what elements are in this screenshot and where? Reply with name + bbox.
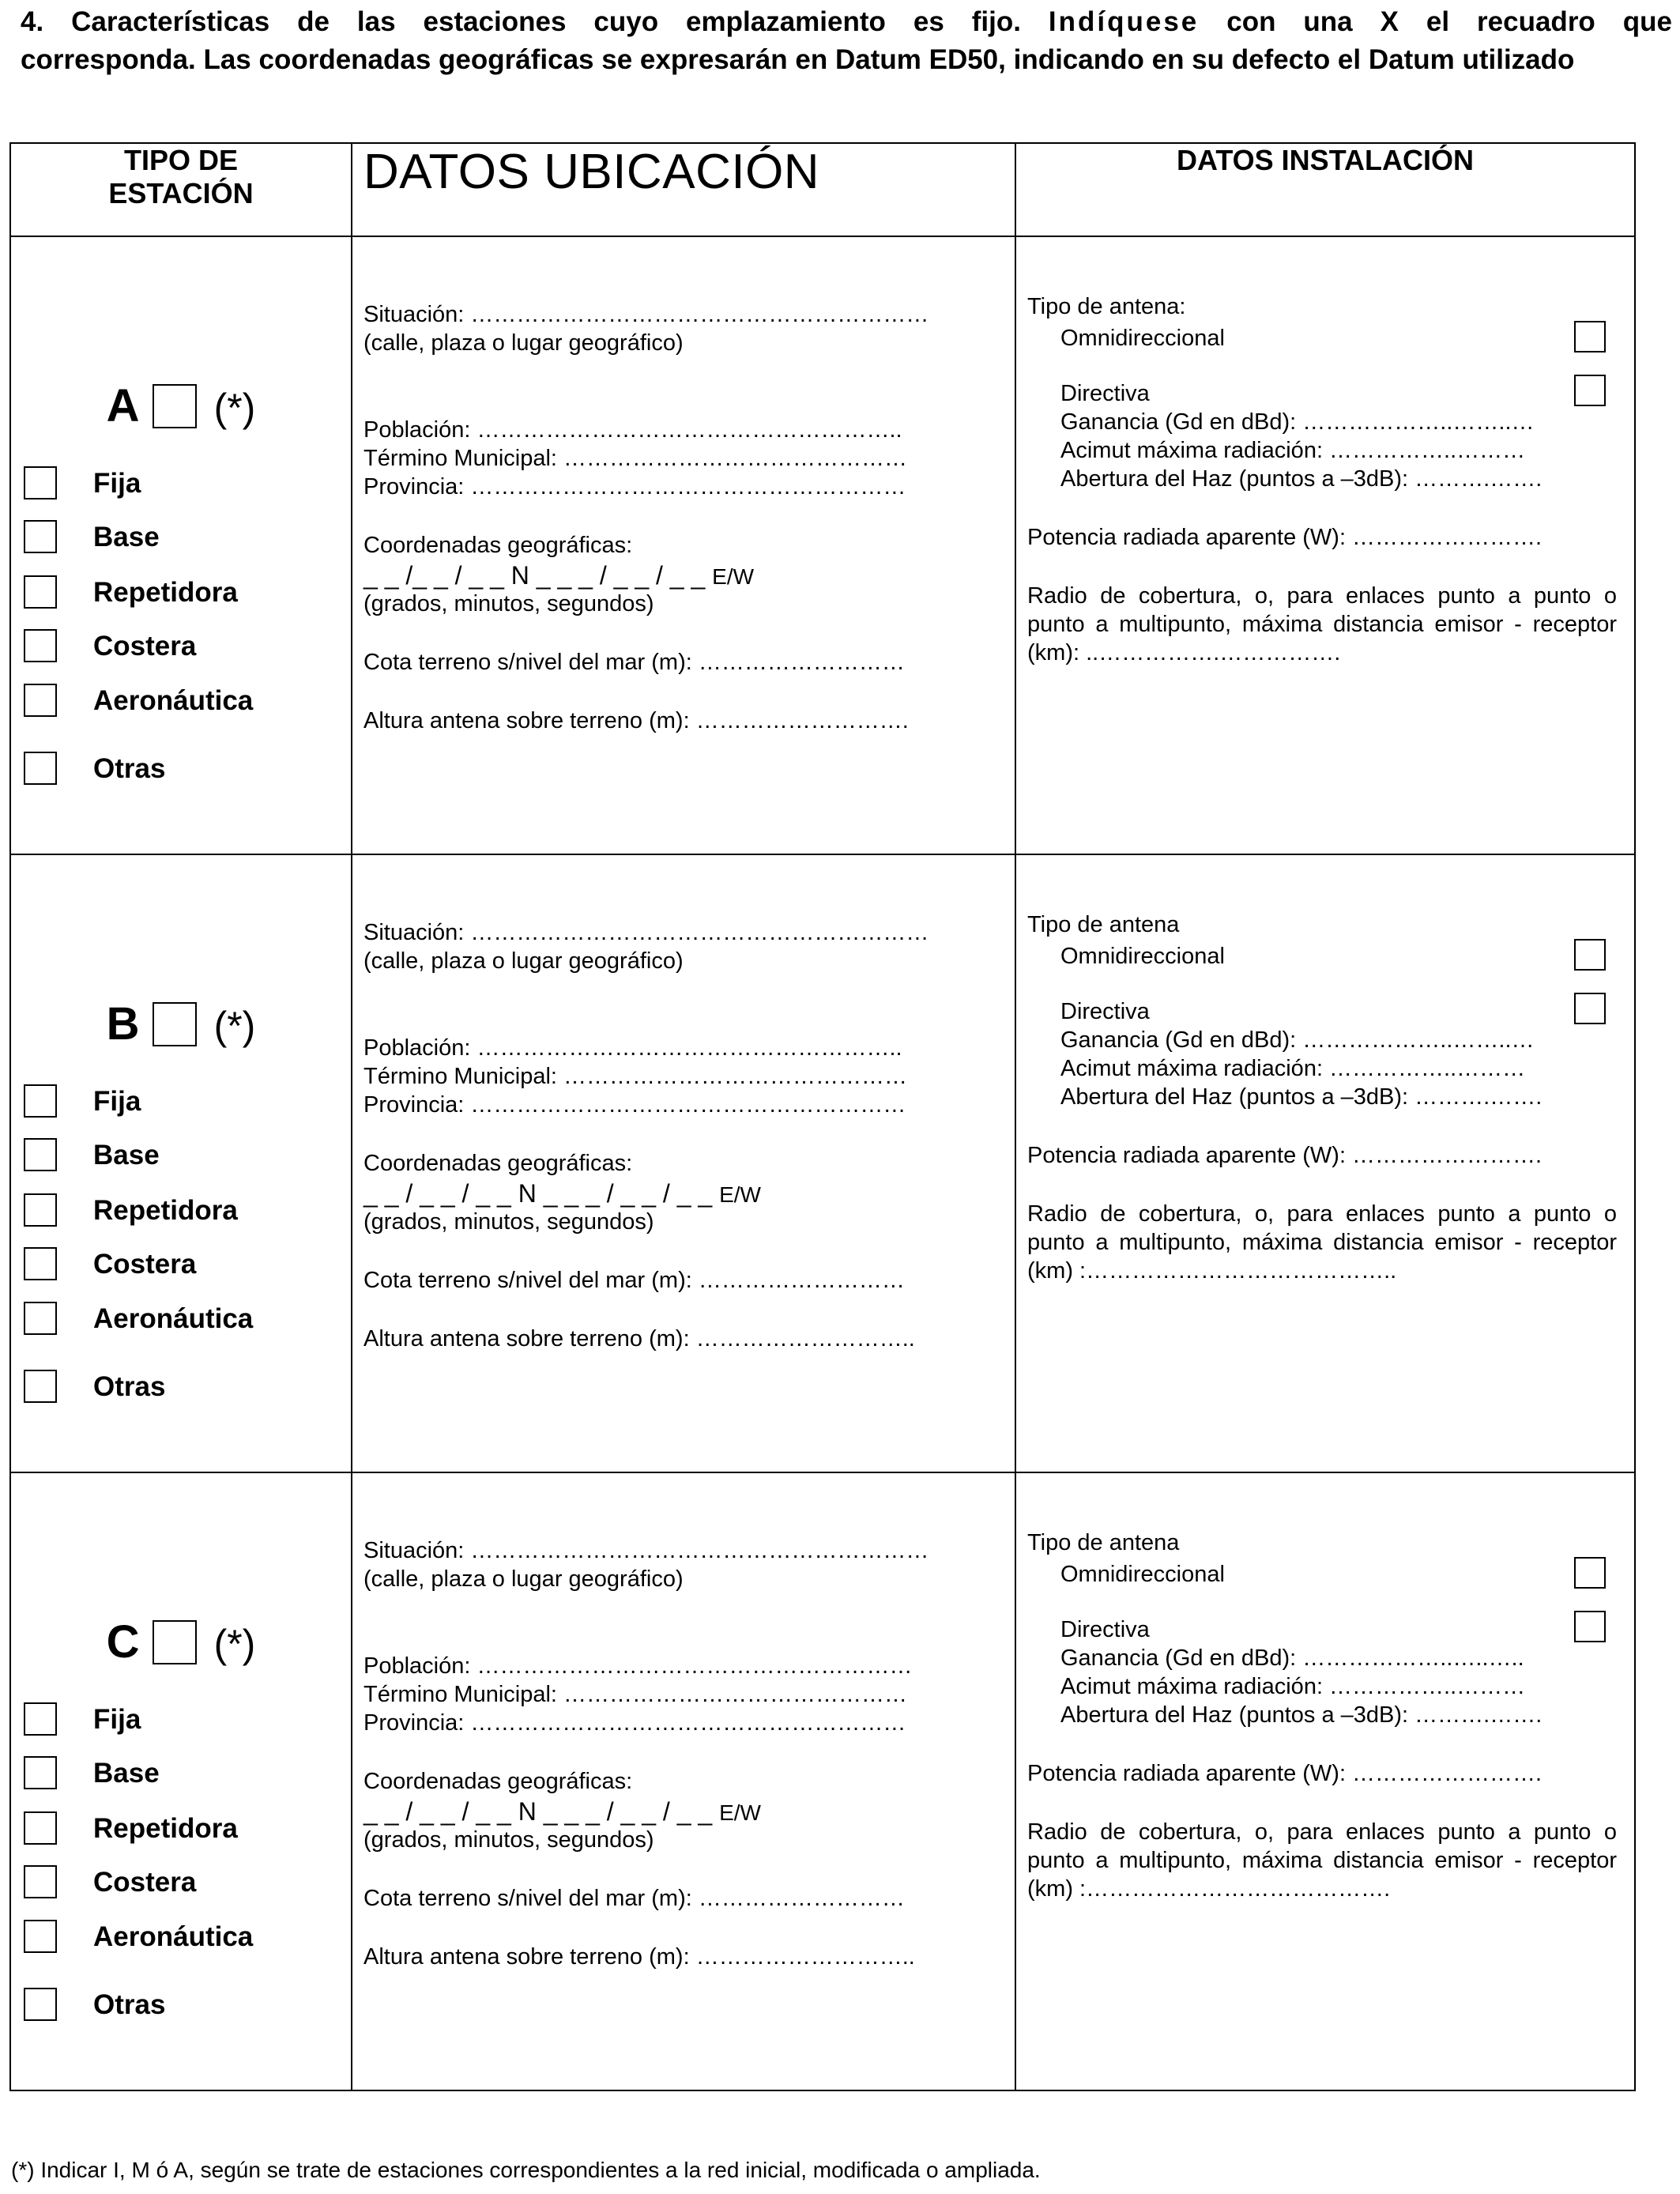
datos-instalacion-cell <box>1015 1472 1635 2090</box>
field-omni: Omnidireccional <box>1060 1562 1225 1587</box>
station-type-option: Aeronáutica <box>24 684 253 718</box>
field-altura: Altura antena sobre terreno (m): ………………………. <box>363 708 909 733</box>
station-type-checkbox[interactable] <box>24 1370 57 1403</box>
footnote: (*) Indicar I, M ó A, según se trate de estaciones correspondientes a la red inicial, modificada o ampliada. <box>11 2158 1041 2182</box>
field-coordenadas: _ _ / _ _ / _ _ N _ _ _ / _ _ / _ _ E/W <box>363 1797 761 1826</box>
field-cota: Cota terreno s/nivel del mar (m): ……………………… <box>363 650 905 675</box>
station-type-checkbox[interactable] <box>24 629 57 662</box>
station-type-option: Otras <box>24 752 165 786</box>
station-type-option: Aeronáutica <box>24 1302 253 1336</box>
station-type-checkbox[interactable] <box>24 1193 57 1227</box>
station-head: C (*) <box>106 1616 256 1668</box>
station-head: A (*) <box>106 380 256 432</box>
station-type-option: Costera <box>24 1247 196 1282</box>
field-abertura: Abertura del Haz (puntos a –3dB): ……….……. <box>1060 466 1543 492</box>
station-type-option: Aeronáutica <box>24 1920 253 1955</box>
field-radio: Radio de cobertura, o, para enlaces punto a punto o punto a multipunto, máxima distancia emisor - receptor (km) :…………………………………. <box>1027 1819 1617 1902</box>
station-type-option: Repetidora <box>24 1193 238 1228</box>
field-calle: (calle, plaza o lugar geográfico) <box>363 948 684 974</box>
field-coord_label: Coordenadas geográficas: <box>363 1151 633 1176</box>
field-tipo_antena: Tipo de antena: <box>1027 294 1186 319</box>
station-mark-checkbox[interactable] <box>153 1002 197 1046</box>
omni-checkbox[interactable] <box>1574 321 1606 352</box>
station-type-checkbox[interactable] <box>24 1920 57 1953</box>
station-type-option: Otras <box>24 1988 165 2022</box>
field-tipo_antena: Tipo de antena <box>1027 1530 1180 1555</box>
station-type-option: Repetidora <box>24 575 238 610</box>
field-termino: Término Municipal: ……………………………………… <box>363 1682 908 1707</box>
field-poblacion: Población: ……………………………………………….. <box>363 417 902 443</box>
omni-checkbox[interactable] <box>1574 1557 1606 1589</box>
station-row-b <box>10 854 1635 1472</box>
field-grados: (grados, minutos, segundos) <box>363 1209 654 1235</box>
station-type-option: Base <box>24 1756 160 1791</box>
field-coord_label: Coordenadas geográficas: <box>363 1769 633 1794</box>
datos-ubicacion-cell <box>352 236 1015 854</box>
station-type-checkbox[interactable] <box>24 1702 57 1736</box>
station-type-checkbox[interactable] <box>24 752 57 785</box>
field-ganancia: Ganancia (Gd en dBd): ………………..……..… <box>1060 1027 1535 1053</box>
field-calle: (calle, plaza o lugar geográfico) <box>363 1566 684 1592</box>
field-situacion: Situación: …………………………………………………… <box>363 1538 929 1563</box>
field-situacion: Situación: …………………………………………………… <box>363 302 929 327</box>
station-type-option: Base <box>24 520 160 555</box>
field-acimut: Acimut máxima radiación: ……………..……… <box>1060 1056 1526 1081</box>
directiva-checkbox[interactable] <box>1574 375 1606 406</box>
station-type-checkbox[interactable] <box>24 520 57 553</box>
field-directiva: Directiva <box>1060 381 1150 406</box>
section-intro <box>21 3 1672 79</box>
stations-form-table <box>9 142 1636 2091</box>
field-tipo_antena: Tipo de antena <box>1027 912 1180 937</box>
datos-instalacion-cell <box>1015 236 1635 854</box>
station-type-option: Base <box>24 1138 160 1173</box>
field-termino: Término Municipal: ……………………………………… <box>363 446 908 471</box>
field-altura: Altura antena sobre terreno (m): ……………………….. <box>363 1944 915 1970</box>
datos-ubicacion-cell <box>352 1472 1015 2090</box>
field-radio: Radio de cobertura, o, para enlaces punto a punto o punto a multipunto, máxima distancia emisor - receptor (km): ..…………….……………. <box>1027 583 1617 665</box>
field-poblacion: Población: ………………………………………………… <box>363 1653 913 1679</box>
station-type-option: Fija <box>24 1084 141 1119</box>
field-acimut: Acimut máxima radiación: ……………..……… <box>1060 438 1526 463</box>
field-grados: (grados, minutos, segundos) <box>363 1827 654 1853</box>
field-potencia: Potencia radiada aparente (W): ……………………. <box>1027 525 1543 550</box>
station-type-option: Costera <box>24 629 196 664</box>
field-termino: Término Municipal: ……………………………………… <box>363 1064 908 1089</box>
station-type-checkbox[interactable] <box>24 1302 57 1335</box>
field-cota: Cota terreno s/nivel del mar (m): ……………………… <box>363 1268 905 1293</box>
directiva-checkbox[interactable] <box>1574 1611 1606 1642</box>
station-type-checkbox[interactable] <box>24 1756 57 1789</box>
field-cota: Cota terreno s/nivel del mar (m): ……………………… <box>363 1886 905 1911</box>
field-ganancia: Ganancia (Gd en dBd): ………………..…..….. <box>1060 1646 1524 1671</box>
field-coord_label: Coordenadas geográficas: <box>363 533 633 558</box>
datos-ubicacion-cell <box>352 854 1015 1472</box>
field-abertura: Abertura del Haz (puntos a –3dB): ……….……. <box>1060 1084 1543 1110</box>
field-directiva: Directiva <box>1060 1617 1150 1642</box>
field-grados: (grados, minutos, segundos) <box>363 591 654 616</box>
field-potencia: Potencia radiada aparente (W): ……………………. <box>1027 1761 1543 1786</box>
header-datos-ubicacion: DATOS UBICACIÓN <box>352 143 1015 236</box>
field-situacion: Situación: …………………………………………………… <box>363 920 929 945</box>
field-provincia: Provincia: ………………………………………………… <box>363 1710 906 1736</box>
field-directiva: Directiva <box>1060 999 1150 1024</box>
header-datos-instalacion: DATOS INSTALACIÓN <box>1015 143 1635 236</box>
field-coordenadas: _ _ /_ _ / _ _ N _ _ _ / _ _ / _ _ E/W <box>363 561 755 590</box>
station-type-checkbox[interactable] <box>24 1811 57 1845</box>
station-head: B (*) <box>106 998 256 1050</box>
tipo-estacion-cell <box>10 1472 352 2090</box>
field-provincia: Provincia: ………………………………………………… <box>363 474 906 499</box>
table-header-row <box>10 143 1635 236</box>
station-type-checkbox[interactable] <box>24 1865 57 1898</box>
station-type-checkbox[interactable] <box>24 1988 57 2021</box>
station-type-checkbox[interactable] <box>24 1084 57 1118</box>
intro-line-1: 4. Características de las estaciones cuyo emplazamiento es fijo. Indíquese con una X el recuadro que <box>21 6 1672 37</box>
tipo-estacion-cell <box>10 236 352 854</box>
station-type-checkbox[interactable] <box>24 684 57 717</box>
field-potencia: Potencia radiada aparente (W): ……………………. <box>1027 1143 1543 1168</box>
station-row-c <box>10 1472 1635 2090</box>
station-type-option: Repetidora <box>24 1811 238 1846</box>
datos-instalacion-cell <box>1015 854 1635 1472</box>
station-type-option: Otras <box>24 1370 165 1404</box>
station-type-checkbox[interactable] <box>24 1138 57 1171</box>
station-type-option: Fija <box>24 466 141 501</box>
station-mark-checkbox[interactable] <box>153 384 197 428</box>
station-row-a <box>10 236 1635 854</box>
field-acimut: Acimut máxima radiación: ……………..……… <box>1060 1674 1526 1699</box>
field-ganancia: Ganancia (Gd en dBd): ………………..……..… <box>1060 409 1535 435</box>
directiva-checkbox[interactable] <box>1574 993 1606 1024</box>
station-type-checkbox[interactable] <box>24 466 57 499</box>
omni-checkbox[interactable] <box>1574 939 1606 971</box>
intro-line-2: corresponda. Las coordenadas geográficas se expresarán en Datum ED50, indicando en su defecto el Datum utilizado <box>21 44 1575 75</box>
field-abertura: Abertura del Haz (puntos a –3dB): ……….……. <box>1060 1702 1543 1728</box>
field-calle: (calle, plaza o lugar geográfico) <box>363 330 684 356</box>
field-provincia: Provincia: ………………………………………………… <box>363 1092 906 1118</box>
station-mark-checkbox[interactable] <box>153 1620 197 1664</box>
field-coordenadas: _ _ / _ _ / _ _ N _ _ _ / _ _ / _ _ E/W <box>363 1179 761 1208</box>
station-type-checkbox[interactable] <box>24 575 57 609</box>
header-tipo-estacion: TIPO DE ESTACIÓN <box>10 143 352 236</box>
station-type-checkbox[interactable] <box>24 1247 57 1280</box>
field-altura: Altura antena sobre terreno (m): ……………………….. <box>363 1326 915 1351</box>
field-radio: Radio de cobertura, o, para enlaces punto a punto o punto a multipunto, máxima distancia emisor - receptor (km) :………………………………….. <box>1027 1201 1617 1284</box>
field-omni: Omnidireccional <box>1060 326 1225 351</box>
station-type-option: Fija <box>24 1702 141 1737</box>
station-type-option: Costera <box>24 1865 196 1900</box>
field-poblacion: Población: ……………………………………………….. <box>363 1035 902 1061</box>
field-omni: Omnidireccional <box>1060 944 1225 969</box>
tipo-estacion-cell <box>10 854 352 1472</box>
